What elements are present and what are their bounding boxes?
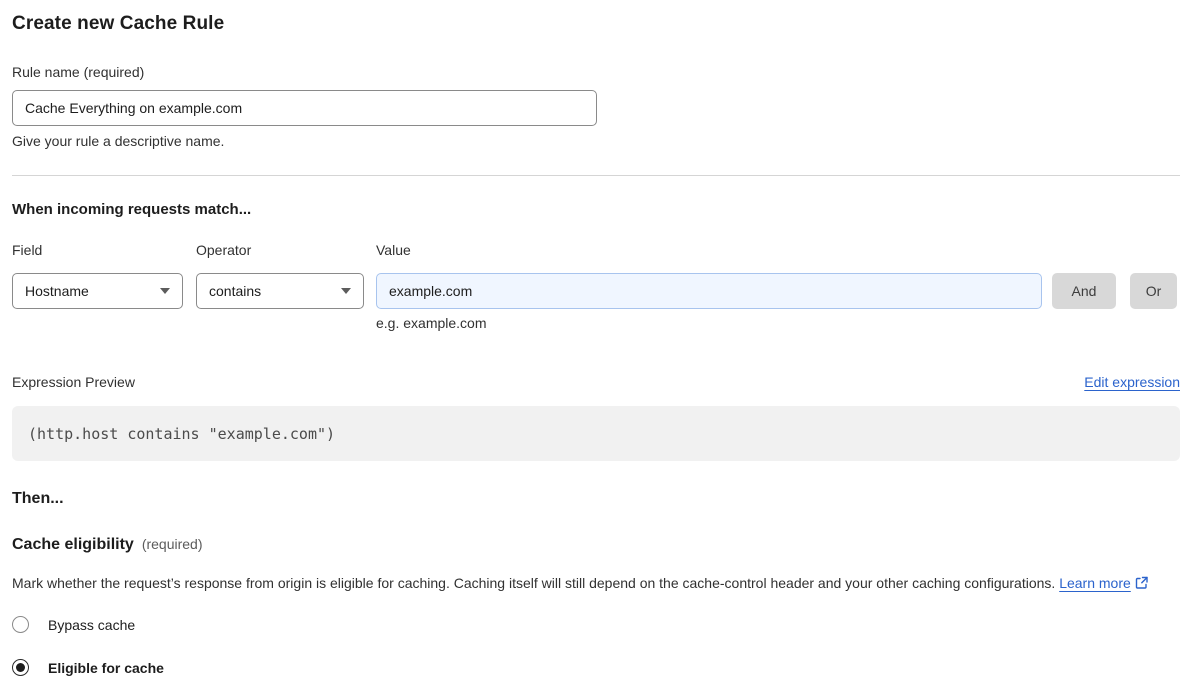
chevron-down-icon	[341, 288, 351, 294]
chevron-down-icon	[160, 288, 170, 294]
radio-selected-icon[interactable]	[12, 659, 29, 676]
expression-code-text: (http.host contains "example.com")	[28, 424, 336, 443]
radio-label: Eligible for cache	[48, 659, 164, 676]
rule-name-help: Give your rule a descriptive name.	[12, 133, 225, 149]
expression-preview-code	[12, 406, 1180, 461]
rule-name-label: Rule name (required)	[12, 64, 145, 80]
radio-option-eligible-for-cache[interactable]	[12, 659, 1180, 676]
and-button[interactable]: And	[1052, 273, 1116, 309]
rule-name-input[interactable]	[12, 90, 597, 126]
section-divider	[12, 175, 1180, 176]
value-input[interactable]	[376, 273, 1042, 309]
expression-builder-labels	[12, 242, 1180, 258]
radio-option-bypass-cache[interactable]	[12, 616, 1180, 633]
match-section-heading: When incoming requests match...	[12, 201, 252, 218]
expression-preview-label: Expression Preview	[12, 374, 135, 390]
value-help-text: e.g. example.com	[376, 315, 487, 331]
learn-more-link[interactable]: Learn more	[1059, 575, 1131, 591]
then-section-heading: Then...	[12, 490, 64, 507]
required-note: (required)	[141, 536, 203, 552]
cache-eligibility-header	[12, 536, 1180, 554]
external-link-icon	[1135, 576, 1149, 590]
edit-expression-link[interactable]: Edit expression	[1084, 374, 1180, 390]
expression-preview-header	[12, 374, 1180, 390]
operator-select-value: contains	[209, 283, 262, 299]
or-button[interactable]: Or	[1130, 273, 1177, 309]
value-column-label: Value	[376, 242, 411, 258]
cache-eligibility-heading: Cache eligibility	[12, 536, 134, 553]
operator-column-label: Operator	[196, 242, 252, 258]
cache-eligibility-description	[12, 571, 1180, 595]
page-title: Create new Cache Rule	[12, 13, 225, 34]
radio-unselected-icon[interactable]	[12, 616, 29, 633]
field-column-label: Field	[12, 242, 43, 258]
expression-builder-row	[12, 273, 1180, 309]
field-select[interactable]	[12, 273, 183, 309]
field-select-value: Hostname	[25, 283, 89, 299]
operator-select[interactable]	[196, 273, 364, 309]
description-text: Mark whether the request’s response from origin is eligible for caching. Caching itself will still depend on the cache-control header and your other caching configurations.	[12, 575, 1056, 591]
radio-label: Bypass cache	[48, 616, 136, 633]
